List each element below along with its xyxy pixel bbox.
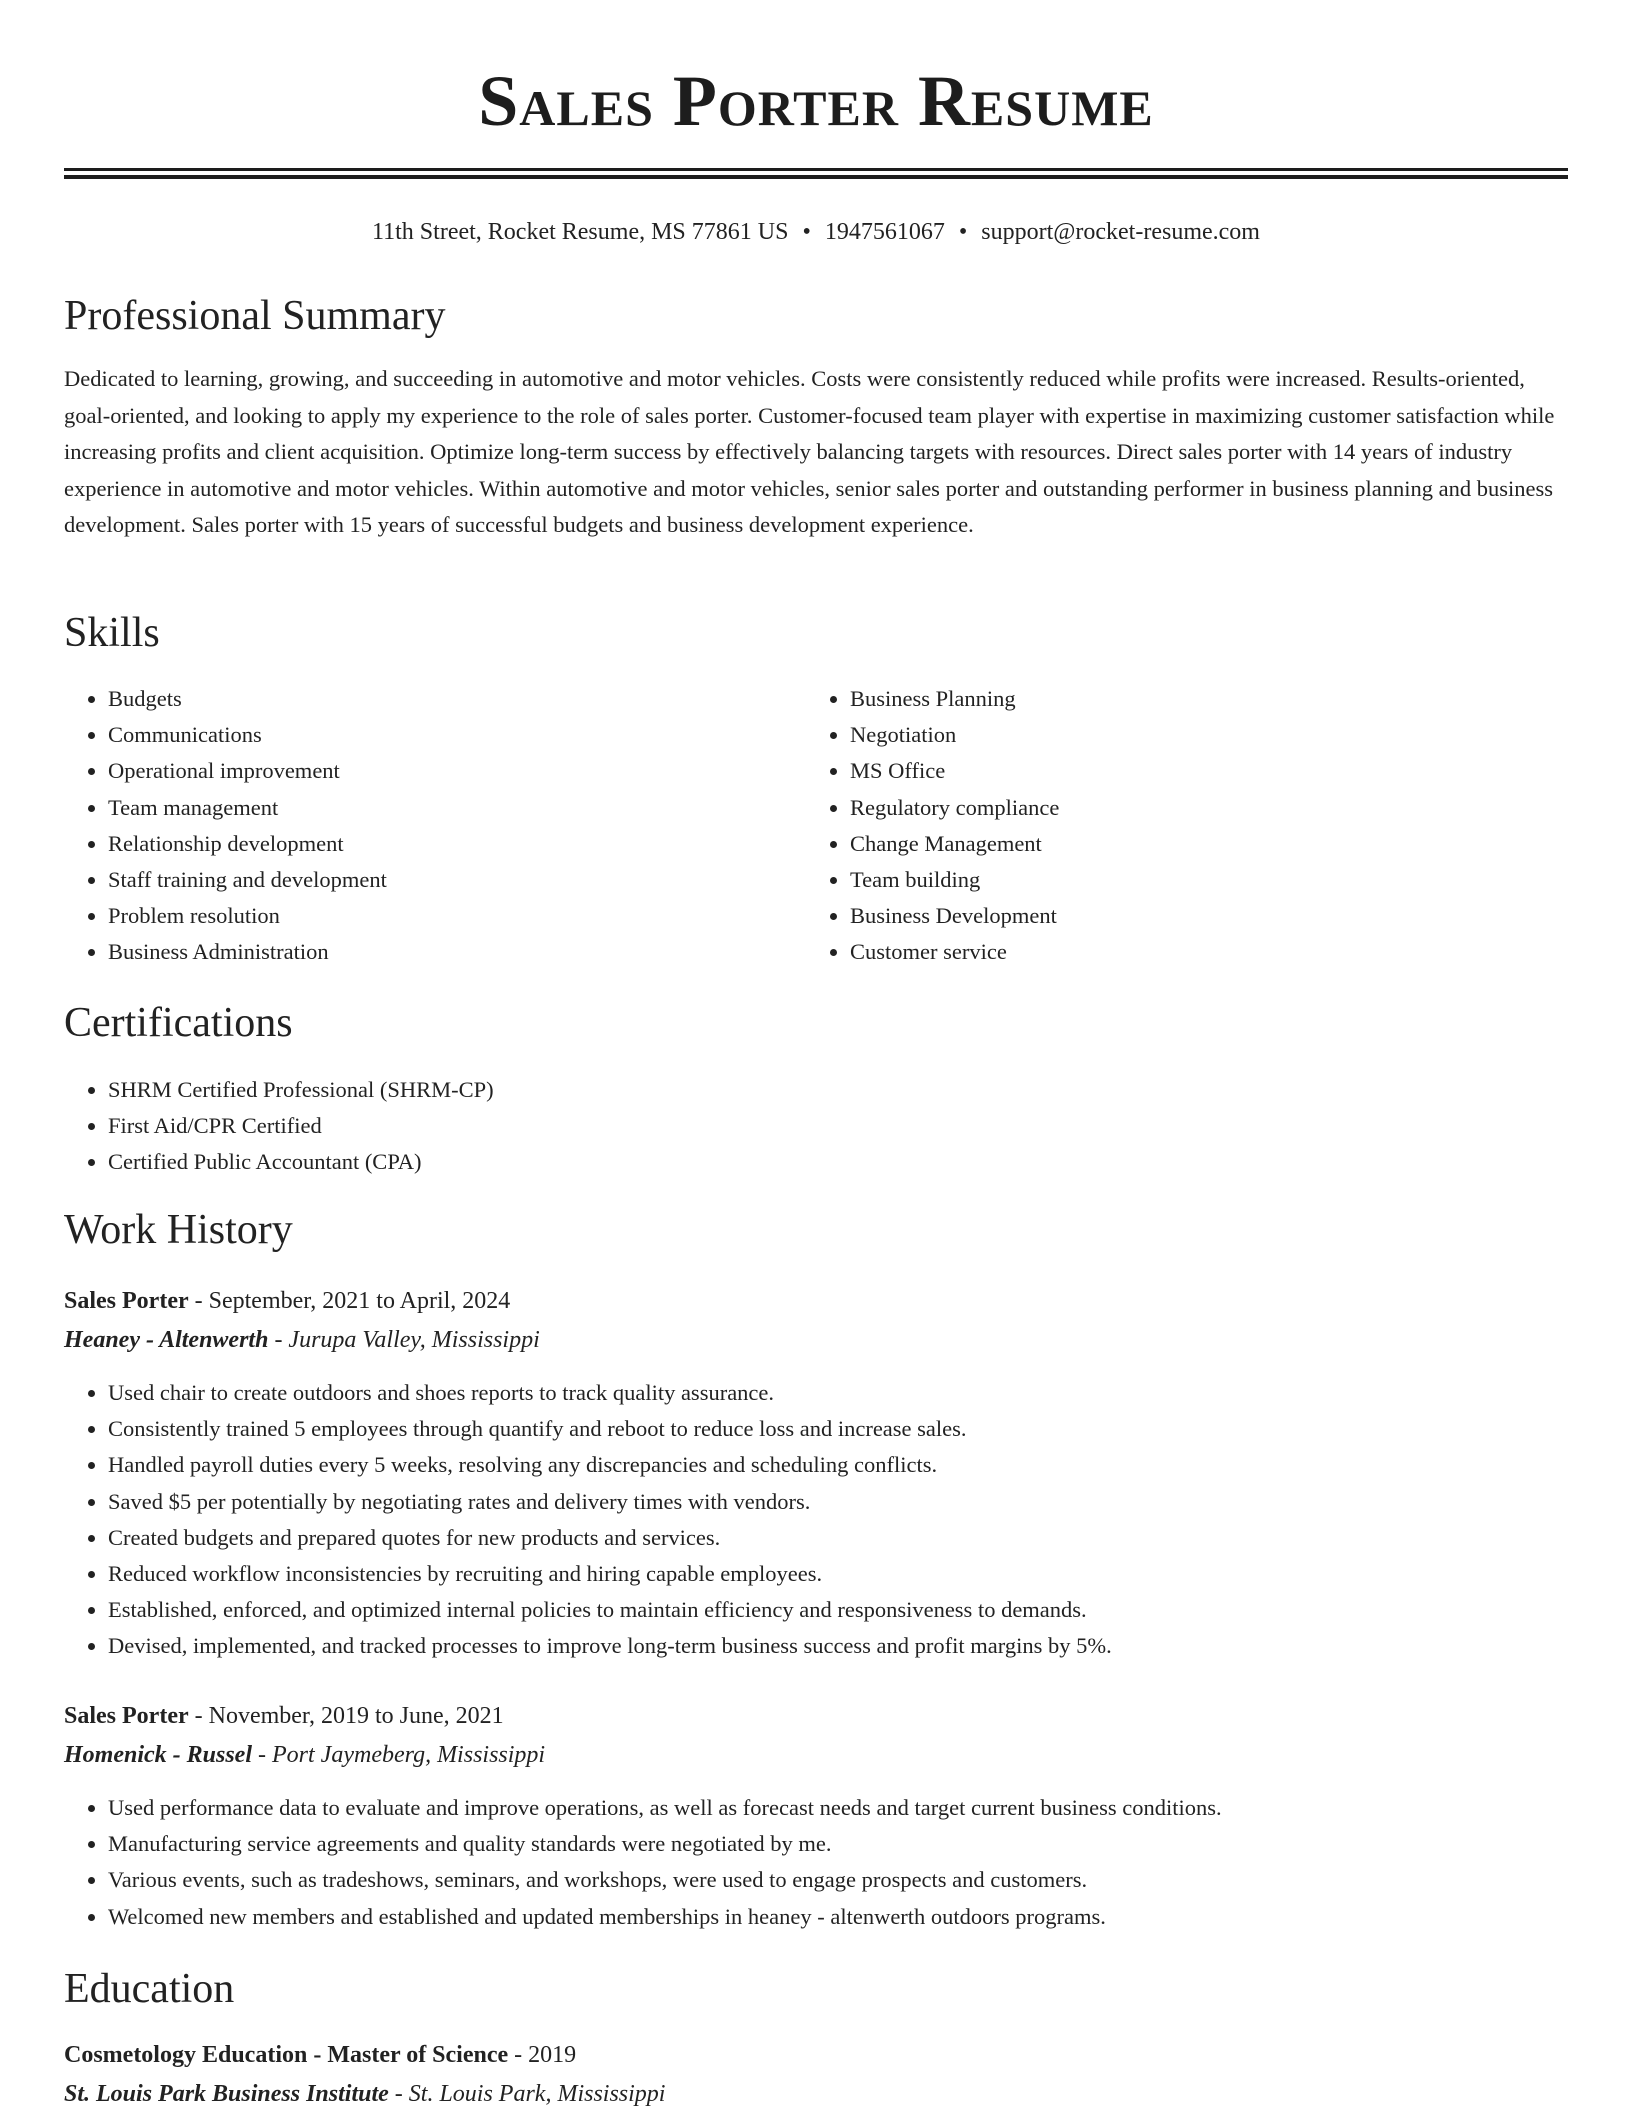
work-history-heading: Work History bbox=[64, 1207, 293, 1253]
contact-phone: 1947561067 bbox=[824, 219, 945, 245]
job-dates: - November, 2019 to June, 2021 bbox=[188, 1703, 504, 1729]
title-rule-top bbox=[64, 168, 1568, 171]
job-bullet: • Various events, such as tradeshows, seminars, and workshops, were used to engage prospects and customers. bbox=[108, 1862, 1568, 1898]
education-school: St. Louis Park Business Institute bbox=[64, 2081, 389, 2107]
certification-item: • First Aid/CPR Certified bbox=[108, 1108, 1508, 1144]
skill-item: • Staff training and development bbox=[108, 862, 808, 898]
job-bullet: • Saved $5 per potentially by negotiating rates and delivery times with vendors. bbox=[108, 1484, 1568, 1520]
summary-heading: Professional Summary bbox=[64, 293, 446, 339]
certifications-heading: Certifications bbox=[64, 1000, 293, 1046]
job-title: Sales Porter bbox=[64, 1703, 189, 1729]
title-rule-bottom bbox=[64, 175, 1568, 179]
education-degree-line bbox=[64, 2037, 576, 2073]
skill-item: • Team management bbox=[108, 790, 808, 826]
skill-item: • Team building bbox=[850, 862, 1550, 898]
skill-item: • Relationship development bbox=[108, 826, 808, 862]
education-year: - 2019 bbox=[508, 2042, 577, 2068]
skill-item: • Problem resolution bbox=[108, 898, 808, 934]
skill-item: • MS Office bbox=[850, 753, 1550, 789]
contact-separator: • bbox=[958, 219, 968, 245]
skill-item: • Negotiation bbox=[850, 717, 1550, 753]
job-company-line bbox=[64, 1737, 545, 1773]
job-bullet: • Welcomed new members and established and updated memberships in heaney - altenwerth outdoors programs. bbox=[108, 1899, 1568, 1935]
job-title: Sales Porter bbox=[64, 1288, 189, 1314]
contact-address: 11th Street, Rocket Resume, MS 77861 US bbox=[372, 219, 789, 245]
certification-item: • SHRM Certified Professional (SHRM-CP) bbox=[108, 1072, 1508, 1108]
resume-title: Sales Porter Resume bbox=[478, 61, 1154, 141]
skills-heading: Skills bbox=[64, 610, 160, 656]
job-bullet: • Handled payroll duties every 5 weeks, resolving any discrepancies and scheduling conflicts. bbox=[108, 1447, 1568, 1483]
education-school-line bbox=[64, 2076, 665, 2112]
job-title-line bbox=[64, 1698, 504, 1734]
skill-item: • Business Planning bbox=[850, 681, 1550, 717]
skills-list-right bbox=[806, 681, 1550, 971]
contact-line bbox=[64, 214, 1568, 250]
job-bullet: • Reduced workflow inconsistencies by recruiting and hiring capable employees. bbox=[108, 1556, 1568, 1592]
job-company-line bbox=[64, 1322, 540, 1358]
job-bullet: • Used performance data to evaluate and improve operations, as well as forecast needs and target current business conditions. bbox=[108, 1790, 1568, 1826]
job-bullet: • Consistently trained 5 employees through quantify and reboot to reduce loss and increase sales. bbox=[108, 1411, 1568, 1447]
job-company: Heaney - Altenwerth bbox=[64, 1327, 269, 1353]
skills-list-left bbox=[64, 681, 808, 971]
certification-item: • Certified Public Accountant (CPA) bbox=[108, 1144, 1508, 1180]
job-location: - Jurupa Valley, Mississippi bbox=[268, 1327, 540, 1353]
job-company: Homenick - Russel bbox=[64, 1742, 253, 1768]
education-location: - St. Louis Park, Mississippi bbox=[388, 2081, 666, 2107]
job-bullet: • Manufacturing service agreements and quality standards were negotiated by me. bbox=[108, 1826, 1568, 1862]
job-title-line bbox=[64, 1283, 510, 1319]
skill-item: • Communications bbox=[108, 717, 808, 753]
certifications-list bbox=[64, 1072, 1508, 1181]
job-bullet: • Used chair to create outdoors and shoes reports to track quality assurance. bbox=[108, 1375, 1568, 1411]
skill-item: • Budgets bbox=[108, 681, 808, 717]
skill-item: • Business Administration bbox=[108, 934, 808, 970]
education-degree: Cosmetology Education - Master of Science bbox=[64, 2042, 509, 2068]
job-bullets bbox=[64, 1790, 1568, 1935]
education-heading: Education bbox=[64, 1966, 235, 2012]
skill-item: • Operational improvement bbox=[108, 753, 808, 789]
summary-text: Dedicated to learning, growing, and succeeding in automotive and motor vehicles. Costs were consistently reduced while profits were increased. Results-oriented, goal-oriented, and looking to apply my experience to the role of sales porter. Customer-focused team player with expertise in maximizing customer satisfaction while increasing profits and client acquisition. Optimize long-term success by effectively balancing targets with resources. Direct sales porter with 14 years of industry experience in automotive and motor vehicles. Within automotive and motor vehicles, senior sales porter and outstanding performer in business planning and business development. Sales porter with 15 years of successful budgets and business development experience. bbox=[64, 366, 1555, 537]
skill-item: • Regulatory compliance bbox=[850, 790, 1550, 826]
job-bullets bbox=[64, 1375, 1568, 1665]
job-bullet: • Created budgets and prepared quotes for new products and services. bbox=[108, 1520, 1568, 1556]
job-bullet: • Devised, implemented, and tracked processes to improve long-term business success and profit margins by 5%. bbox=[108, 1628, 1568, 1664]
skill-item: • Business Development bbox=[850, 898, 1550, 934]
skill-item: • Change Management bbox=[850, 826, 1550, 862]
job-bullet: • Established, enforced, and optimized internal policies to maintain efficiency and responsiveness to demands. bbox=[108, 1592, 1568, 1628]
job-location: - Port Jaymeberg, Mississippi bbox=[252, 1742, 546, 1768]
contact-email: support@rocket-resume.com bbox=[981, 219, 1260, 245]
contact-separator: • bbox=[802, 219, 811, 245]
job-dates: - September, 2021 to April, 2024 bbox=[188, 1288, 511, 1314]
skill-item: • Customer service bbox=[850, 934, 1550, 970]
